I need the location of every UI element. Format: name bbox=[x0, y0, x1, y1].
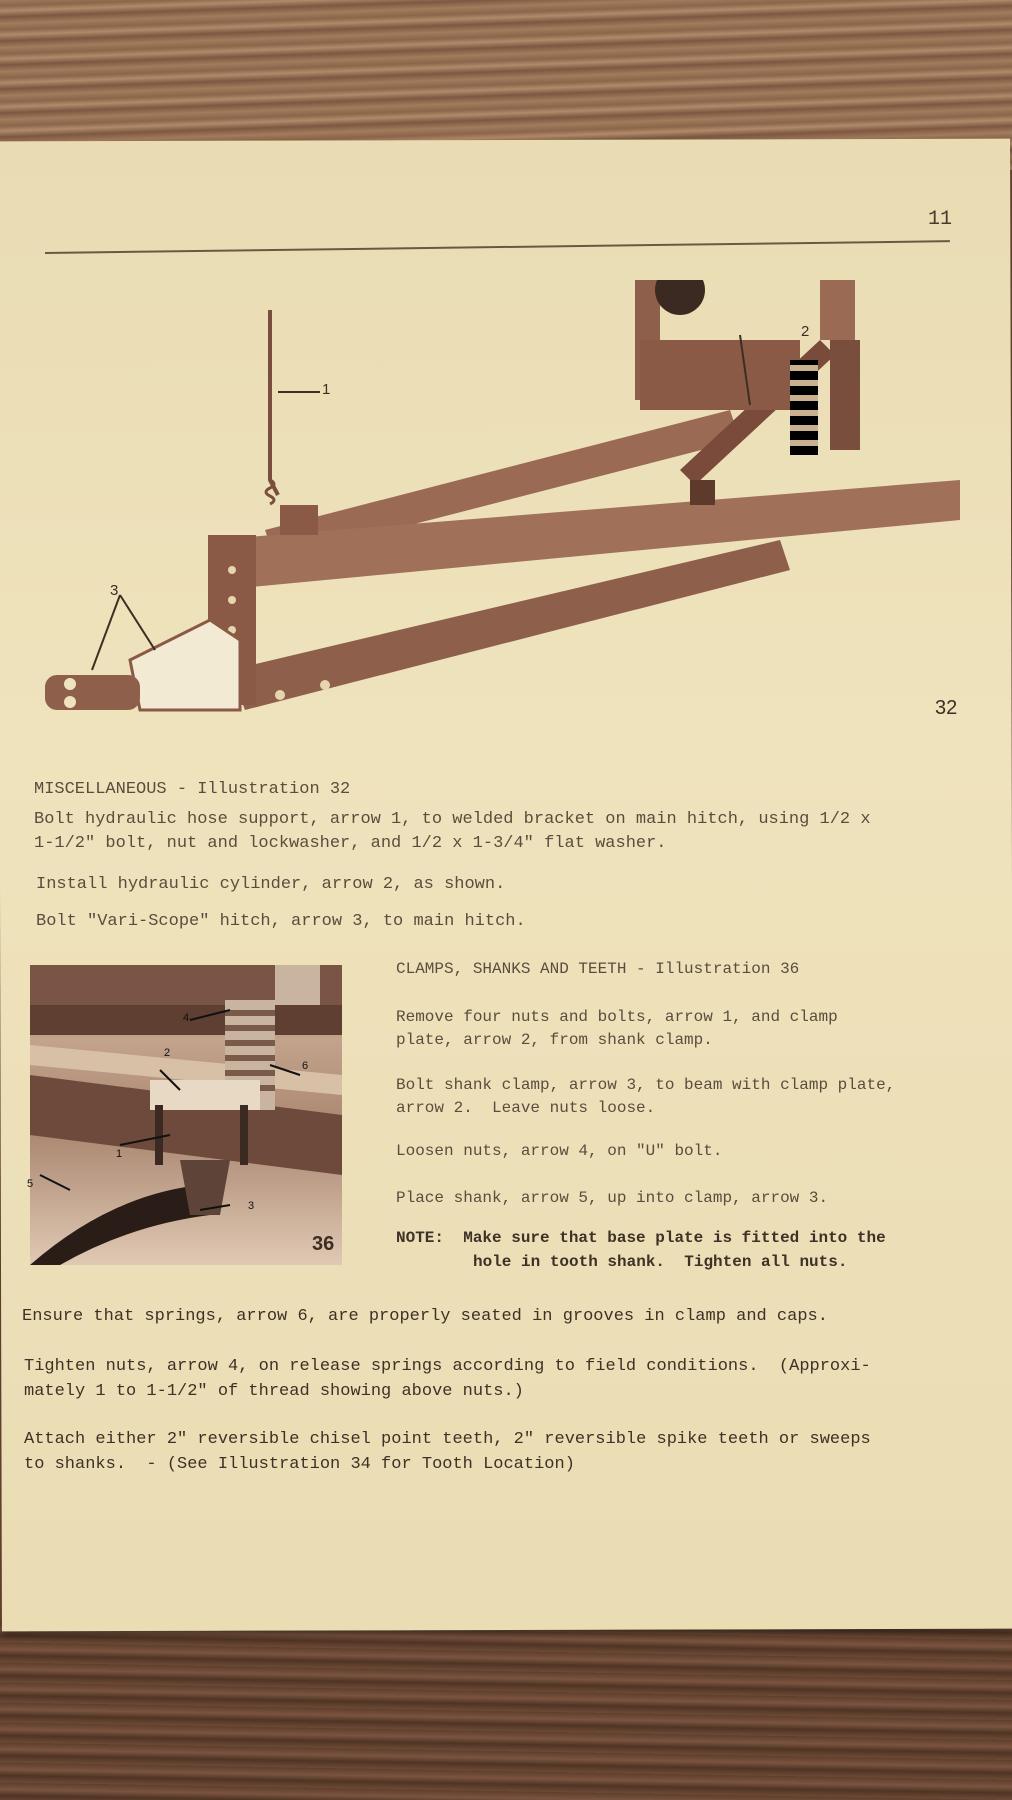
misc-para2: Install hydraulic cylinder, arrow 2, as shown. bbox=[36, 875, 506, 894]
tighten-line2: mately 1 to 1-1/2" of thread showing above nuts.) bbox=[24, 1382, 524, 1401]
clamps-p2-line2: arrow 2. Leave nuts loose. bbox=[396, 1099, 656, 1117]
arrow-3-label: 3 bbox=[110, 582, 119, 599]
photo-arrow-3-label: 3 bbox=[248, 1200, 255, 1212]
wood-background-bottom bbox=[0, 1620, 1012, 1800]
attach-line2: to shanks. - (See Illustration 34 for Tooth Location) bbox=[24, 1455, 575, 1474]
clamps-p2-line1: Bolt shank clamp, arrow 3, to beam with clamp plate, bbox=[396, 1076, 896, 1094]
clamps-note-line1: NOTE: Make sure that base plate is fitted into the bbox=[396, 1229, 886, 1247]
arrow-2-label: 2 bbox=[801, 323, 810, 340]
misc-para3: Bolt "Vari-Scope" hitch, arrow 3, to main hitch. bbox=[36, 912, 526, 931]
illustration-36-photo bbox=[30, 965, 342, 1265]
clamps-p4: Place shank, arrow 5, up into clamp, arrow 3. bbox=[396, 1189, 829, 1207]
misc-para1-line2: 1-1/2" bolt, nut and lockwasher, and 1/2 x 1-3/4" flat washer. bbox=[34, 834, 667, 853]
photo-arrow-4-label: 4 bbox=[183, 1012, 190, 1024]
misc-heading: MISCELLANEOUS - Illustration 32 bbox=[34, 780, 351, 799]
attach-line1: Attach either 2" reversible chisel point teeth, 2" reversible spike teeth or sweeps bbox=[24, 1430, 871, 1449]
springs-paragraph: Ensure that springs, arrow 6, are properly seated in grooves in clamp and caps. bbox=[22, 1307, 828, 1326]
clamps-p1-line1: Remove four nuts and bolts, arrow 1, and clamp bbox=[396, 1008, 838, 1026]
clamps-p3: Loosen nuts, arrow 4, on "U" bolt. bbox=[396, 1142, 723, 1160]
clamps-note-line2: hole in tooth shank. Tighten all nuts. bbox=[473, 1253, 848, 1271]
clamps-p1-line2: plate, arrow 2, from shank clamp. bbox=[396, 1031, 713, 1049]
misc-para1-line1: Bolt hydraulic hose support, arrow 1, to welded bracket on main hitch, using 1/2 x bbox=[34, 810, 871, 829]
arrow-1-label: 1 bbox=[322, 381, 331, 398]
illustration-36-number: 36 bbox=[312, 1233, 335, 1255]
photo-arrow-1-label: 1 bbox=[116, 1148, 123, 1160]
photo-arrow-6-label: 6 bbox=[302, 1060, 309, 1072]
clamps-heading: CLAMPS, SHANKS AND TEETH - Illustration 36 bbox=[396, 960, 800, 978]
photo-arrow-5-label: 5 bbox=[27, 1178, 34, 1190]
illustration-32-number: 32 bbox=[935, 697, 958, 719]
illustration-32-hitch-drawing bbox=[30, 280, 970, 730]
tighten-line1: Tighten nuts, arrow 4, on release springs according to field conditions. (Approxi- bbox=[24, 1357, 871, 1376]
photo-arrow-2-label: 2 bbox=[164, 1047, 171, 1059]
page-number: 11 bbox=[928, 208, 953, 231]
